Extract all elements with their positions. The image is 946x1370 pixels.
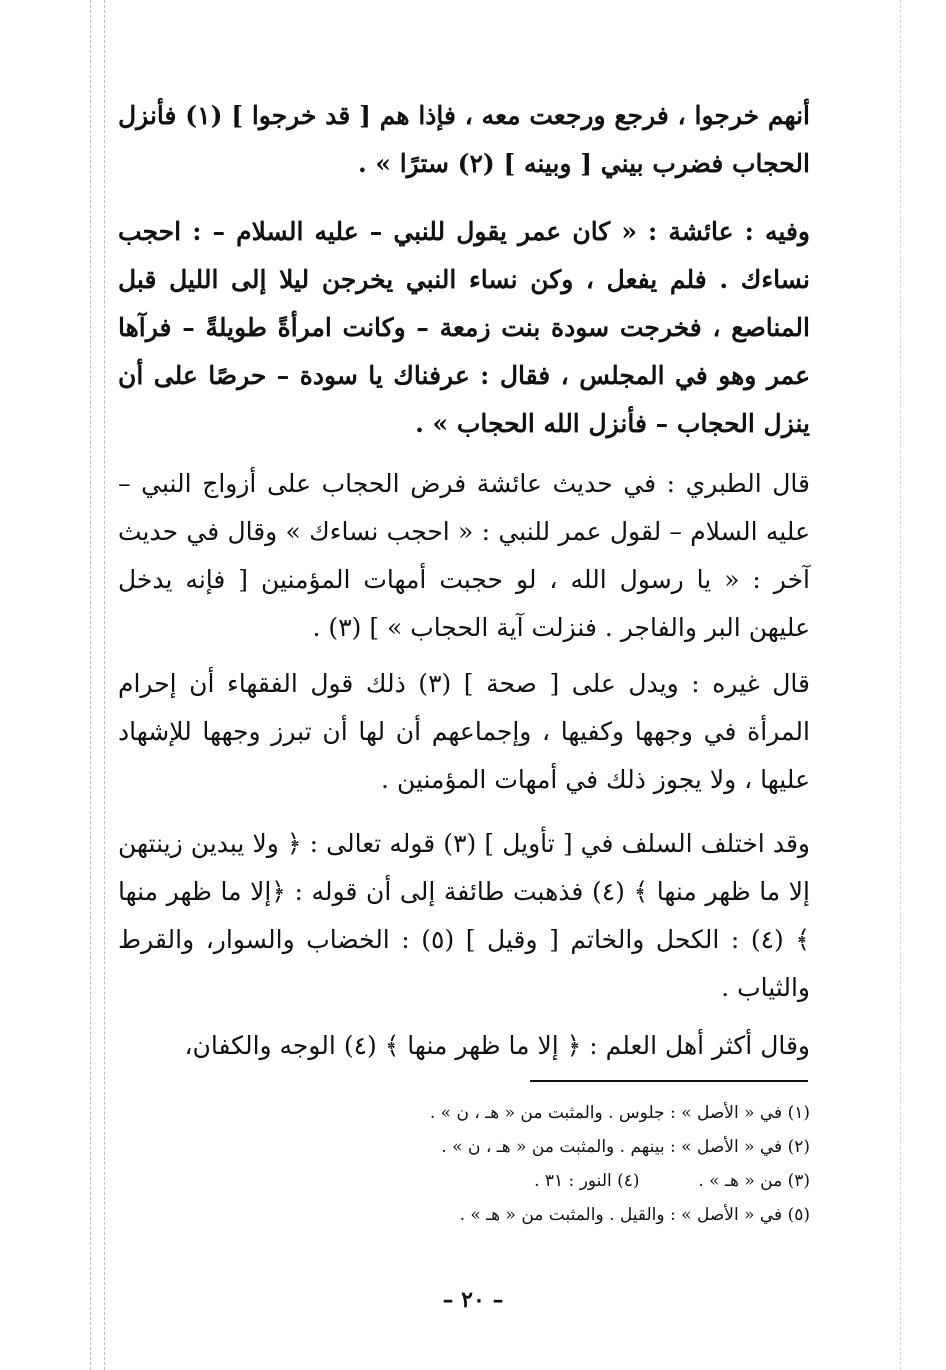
footnote-4: (٤) النور : ٣١ . [534, 1171, 640, 1191]
footnote-2: (٢) في « الأصل » : بينهم . والمثبت من « هـ ، ن » . [441, 1137, 810, 1157]
footnote-5: (٥) في « الأصل » : والقيل . والمثبت من « هـ » . [459, 1205, 810, 1225]
paragraph-tabari-commentary: قال الطبري : في حديث عائشة فرض الحجاب على أزواج النبي – عليه السلام – لقول عمر للنبي : « احجب نساءك » وقال في حديث آخر : « يا رسول الله ، لو حجبت أمهات المؤمنين [ فإنه يدخل عليهن البر والفاجر . فنزلت آية الحجاب » ] (٣) . [118, 469, 810, 642]
footnote-3-4-row [300, 1164, 810, 1198]
paragraph-hijab-revelation: أنهم خرجوا ، فرجع ورجعت معه ، فإذا هم [ قد خرجوا ] (١) فأنزل الحجاب فضرب بيني [ وبينه ] (٢) سترًا » . [118, 101, 810, 178]
scan-edge-line [104, 0, 105, 1370]
footnotes [300, 1096, 810, 1232]
paragraph-salaf-disagreement: وقد اختلف السلف في [ تأويل ] (٣) قوله تعالى : ﴿ ولا يبدين زينتهن إلا ما ظهر منها ﴾ (٤) فذهبت طائفة إلى أن قوله : ﴿إلا ما ظهر منها ﴾ (٤) : الكحل والخاتم [ وقيل ] (٥) : الخضاب والسوار، والقرط والثياب . [118, 829, 810, 1002]
page-number: – ٢٠ – [442, 1287, 504, 1313]
footnote-3: (٣) من « هـ » . [698, 1171, 810, 1191]
paragraph-jurists-opinion: قال غيره : ويدل على [ صحة ] (٣) ذلك قول الفقهاء أن إحرام المرأة في وجهها وكفيها ، وإجماعهم أن لها أن تبرز وجهها للإشهاد عليها ، ولا يجوز ذلك في أمهات المؤمنين . [118, 669, 810, 794]
scan-edge-line [900, 0, 901, 1370]
scan-edge-line [90, 0, 91, 1370]
paragraph-aisha-hadith: وفيه : عائشة : « كان عمر يقول للنبي – عليه السلام – : احجب نساءك . فلم يفعل ، وكن نساء النبي يخرجن ليلا إلى الليل قبل المناصع ، فخرجت سودة بنت زمعة – وكانت امرأةً طويلةً – فرآها عمر وهو في المجلس ، فقال : عرفناك يا سودة – حرصًا على أن ينزل الحجاب – فأنزل الله الحجاب » . [118, 217, 810, 438]
paragraph-scholars-majority: وقال أكثر أهل العلم : ﴿ إلا ما ظهر منها ﴾ (٤) الوجه والكفان، [184, 1031, 810, 1060]
footnote-separator [530, 1080, 808, 1082]
footnote-1: (١) في « الأصل » : جلوس . والمثبت من « هـ ، ن » . [429, 1103, 810, 1123]
